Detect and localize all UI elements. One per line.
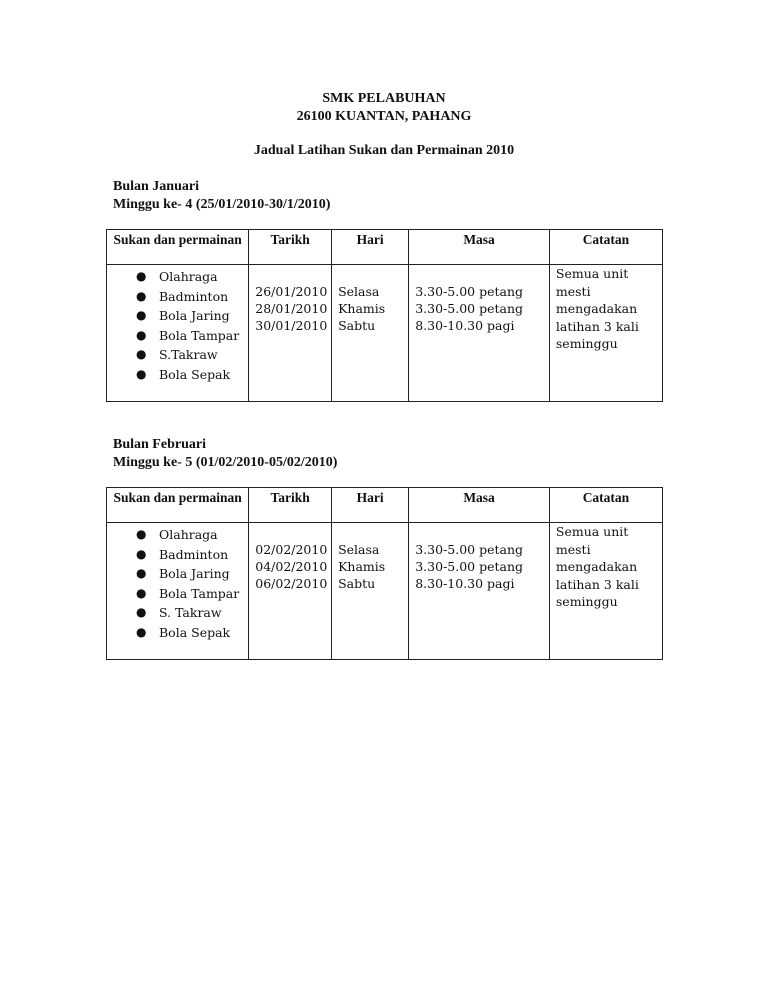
note-cell: [549, 265, 662, 402]
bullet-icon: ●: [136, 624, 147, 639]
list-item: [107, 267, 248, 287]
sport-name: Olahraga: [159, 527, 218, 542]
bullet-icon: ●: [136, 566, 147, 580]
sport-name: Bola Sepak: [159, 624, 231, 640]
schedule-table-january: [106, 229, 663, 402]
school-address: 26100 KUANTAN, PAHANG: [296, 109, 472, 124]
sport-cell: [107, 523, 249, 660]
time-value: 8.30-10.30 pagi: [415, 576, 515, 591]
list-item: [107, 525, 248, 545]
day-value: Sabtu: [338, 576, 376, 591]
day-value: Khamis: [338, 301, 386, 316]
note-line: seminggu: [555, 336, 618, 351]
list-item: [107, 545, 248, 565]
column-header-sport: Sukan dan permainan: [107, 230, 249, 265]
list-item: [107, 365, 248, 385]
note-line: seminggu: [555, 594, 618, 609]
schedule-table-february: [106, 487, 663, 660]
document-title: Jadual Latihan Sukan dan Permainan 2010: [253, 143, 515, 158]
week-label: Minggu ke- 5 (01/02/2010-05/02/2010): [113, 455, 338, 470]
sport-name: Bola Jaring: [159, 308, 230, 323]
sport-name: S. Takraw: [159, 605, 222, 620]
date-value: 04/02/2010: [255, 559, 328, 574]
note-line: Semua unit: [555, 266, 629, 281]
day-cell: [332, 523, 409, 660]
date-cell: [249, 265, 332, 402]
time-value: 3.30-5.00 petang: [415, 301, 524, 316]
date-value: 02/02/2010: [255, 542, 328, 557]
date-value: 26/01/2010: [255, 284, 328, 299]
column-header-day: Hari: [332, 488, 409, 523]
time-value: 3.30-5.00 petang: [415, 559, 524, 574]
sport-name: Olahraga: [159, 269, 218, 284]
bullet-icon: ●: [136, 366, 147, 381]
sport-cell: [107, 265, 249, 402]
bullet-icon: ●: [136, 527, 147, 541]
bullet-icon: ●: [136, 269, 147, 283]
list-item: [107, 306, 248, 326]
day-value: Khamis: [338, 559, 386, 574]
time-value: 8.30-10.30 pagi: [415, 318, 515, 333]
sport-name: Bola Tampar: [159, 327, 240, 343]
column-header-note: Catatan: [549, 230, 662, 265]
note-line: mengadakan: [555, 301, 638, 316]
month-label: Bulan Februari: [113, 437, 206, 452]
time-value: 3.30-5.00 petang: [415, 542, 524, 557]
sport-name: Badminton: [159, 288, 229, 304]
column-header-time: Masa: [409, 230, 550, 265]
date-value: 06/02/2010: [255, 576, 328, 591]
time-cell: [409, 523, 550, 660]
note-cell: [549, 523, 662, 660]
sport-name: Bola Jaring: [159, 566, 230, 581]
date-value: 30/01/2010: [255, 318, 328, 333]
column-header-sport: Sukan dan permainan: [107, 488, 249, 523]
date-value: 28/01/2010: [255, 301, 328, 316]
note-line: latihan 3 kali: [555, 576, 639, 592]
list-item: [107, 623, 248, 643]
note-line: mengadakan: [555, 559, 638, 574]
table-row: [107, 265, 663, 402]
list-item: [107, 584, 248, 604]
bullet-icon: ●: [136, 327, 147, 342]
time-value: 3.30-5.00 petang: [415, 284, 524, 299]
column-header-note: Catatan: [549, 488, 662, 523]
bullet-icon: ●: [136, 546, 147, 561]
list-item: [107, 345, 248, 365]
list-item: [107, 564, 248, 584]
bullet-icon: ●: [136, 288, 147, 303]
note-line: mesti: [555, 541, 591, 557]
table-header-row: [107, 488, 663, 523]
month-label: Bulan Januari: [113, 179, 199, 194]
sport-name: S.Takraw: [159, 347, 218, 362]
column-header-day: Hari: [332, 230, 409, 265]
bullet-icon: ●: [136, 347, 147, 361]
week-label: Minggu ke- 4 (25/01/2010-30/1/2010): [113, 197, 331, 212]
sport-name: Bola Sepak: [159, 366, 231, 382]
day-value: Selasa: [338, 284, 380, 299]
bullet-icon: ●: [136, 308, 147, 322]
note-line: mesti: [555, 283, 591, 299]
column-header-time: Masa: [409, 488, 550, 523]
bullet-icon: ●: [136, 605, 147, 619]
time-cell: [409, 265, 550, 402]
day-value: Sabtu: [338, 318, 376, 333]
list-item: [107, 603, 248, 623]
table-header-row: [107, 230, 663, 265]
sport-name: Bola Tampar: [159, 585, 240, 601]
school-name: SMK PELABUHAN: [322, 91, 446, 106]
day-cell: [332, 265, 409, 402]
column-header-date: Tarikh: [249, 230, 332, 265]
bullet-icon: ●: [136, 585, 147, 600]
note-line: latihan 3 kali: [555, 318, 639, 334]
note-line: Semua unit: [555, 524, 629, 539]
sport-name: Badminton: [159, 546, 229, 562]
sport-list: [107, 523, 248, 642]
date-cell: [249, 523, 332, 660]
list-item: [107, 326, 248, 346]
list-item: [107, 287, 248, 307]
sport-list: [107, 265, 248, 384]
column-header-date: Tarikh: [249, 488, 332, 523]
day-value: Selasa: [338, 542, 380, 557]
table-row: [107, 523, 663, 660]
